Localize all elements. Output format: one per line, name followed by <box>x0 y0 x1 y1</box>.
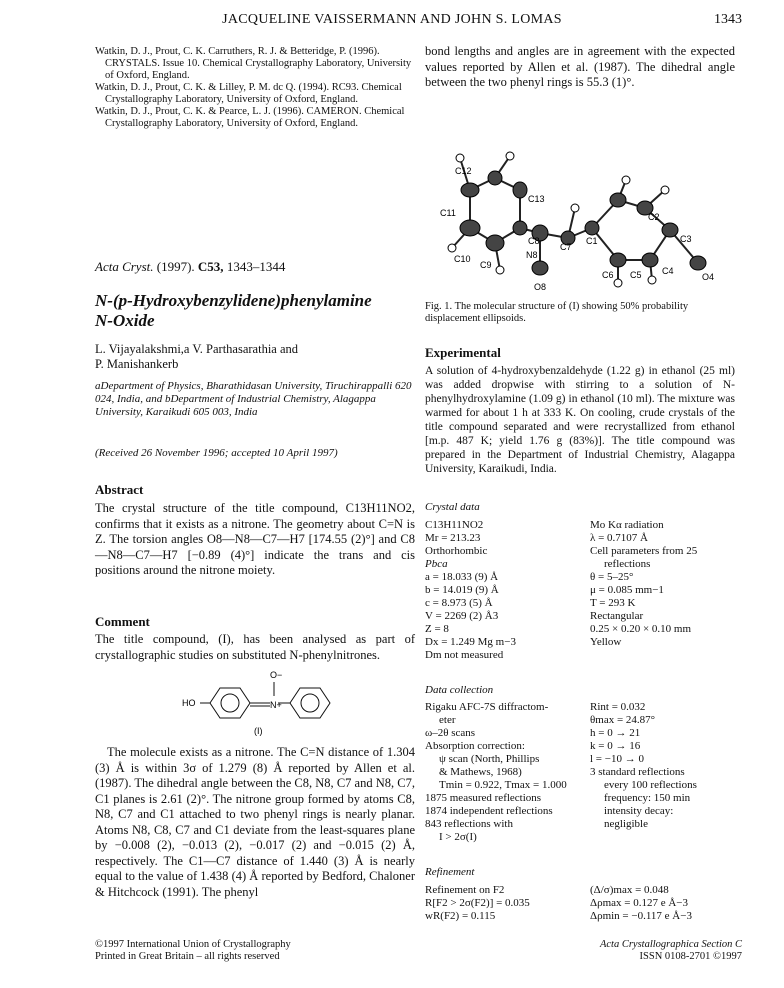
article-title <box>95 291 415 331</box>
crystal-data-item: Cell parameters from 25 <box>590 545 698 557</box>
data-collection-item: Tmin = 0.922, Tmax = 1.000 <box>439 779 567 791</box>
volume: C53, <box>197 259 224 274</box>
crystal-data-item: Dx = 1.249 Mg m−3 <box>425 636 516 648</box>
reference-item: Watkin, D. J., Prout, C. K. & Lilley, P. M. dc Q. (1994). RC93. Chemical Crystallography Laboratory, University of Oxford, England. <box>95 82 402 105</box>
refinement-right <box>590 884 692 923</box>
issn-line: ISSN 0108-2701 ©1997 <box>639 951 742 962</box>
crystal-data-item: C13H11NO2 <box>425 519 484 531</box>
crystal-data-item: Orthorhombic <box>425 545 488 557</box>
printed-line: Printed in Great Britain – all rights reserved <box>95 951 280 962</box>
copyright-line: ©1997 International Union of Crystallography <box>95 939 291 950</box>
data-collection-left <box>425 701 567 844</box>
figure-caption: Fig. 1. The molecular structure of (I) showing 50% probability displacement ellipsoids. <box>425 301 689 324</box>
crystal-data-left <box>425 519 516 662</box>
year: (1997). <box>156 259 195 274</box>
data-collection-item: 843 reflections with <box>425 818 513 830</box>
data-collection-item: 1875 measured reflections <box>425 792 542 804</box>
crystal-data-item: θ = 5–25° <box>590 571 634 583</box>
crystal-data-item: a = 18.033 (9) Å <box>425 571 499 583</box>
data-collection-item: every 100 reflections <box>604 779 697 791</box>
crystal-data-right <box>590 519 697 649</box>
refinement-item: (Δ/σ)max = 0.048 <box>590 884 669 896</box>
crystal-data-item: reflections <box>604 558 651 570</box>
footer-right <box>600 939 742 963</box>
data-collection-item: θmax = 24.87° <box>590 714 656 726</box>
data-collection-item: ω–2θ scans <box>425 727 476 739</box>
data-collection-item: 1874 independent reflections <box>425 805 553 817</box>
journal-section: Acta Crystallographica Section C <box>599 939 742 950</box>
reference-item: Watkin, D. J., Prout, C. K. Carruthers, R. J. & Betteridge, P. (1996). CRYSTALS. Issue 10. Chemical Crystallography Laboratory, University of Oxford, England. <box>95 46 412 81</box>
page-number: 1343 <box>714 12 742 27</box>
refinement-item: Refinement on F2 <box>425 884 505 896</box>
title-line: N-(p-Hydroxybenzylidene)phenylamine <box>95 291 372 310</box>
atom-label: N8 <box>526 250 538 260</box>
crystal-data-item: λ = 0.7107 Å <box>590 532 648 544</box>
scheme-ho: HO <box>182 698 196 708</box>
experimental-text: A solution of 4-hydroxybenzaldehyde (1.22 g) in ethanol (25 ml) was added dropwise with stirring to a solution of N-phenylhydroxylamine (1.09 g) in ethanol (10 ml). The mixture was warmed for about 1 h at 333 K. On cooling, crude crystals of the title compound separated and were recrystallized from ethanol [m.p. 487 K; yield 1.76 g (83%)]. The title compound was prepared in the Department of Industrial Chemistry, Alagappa University, Karaikudi, India. <box>425 365 735 475</box>
data-collection-item: Rint = 0.032 <box>590 701 646 713</box>
data-collection-item: k = 0 → 16 <box>590 740 641 752</box>
data-collection-item: h = 0 → 21 <box>590 727 641 739</box>
author-line: L. Vijayalakshmi,a V. Parthasarathia and <box>95 342 299 356</box>
authors <box>95 342 415 372</box>
data-collection-item: Absorption correction: <box>425 740 525 752</box>
scheme-label: (I) <box>254 726 263 736</box>
refinement-item: Δρmax = 0.127 e Å−3 <box>590 897 688 909</box>
data-collection-heading: Data collection <box>425 684 494 696</box>
refinement-left <box>425 884 530 923</box>
comment-heading: Comment <box>95 614 150 629</box>
atom-label: C3 <box>680 234 692 244</box>
crystal-data-item: b = 14.019 (9) Å <box>425 584 499 596</box>
data-collection-item: Rigaku AFC-7S diffractom- <box>425 701 549 713</box>
data-collection-item: & Mathews, 1968) <box>439 766 522 778</box>
atom-label: C10 <box>454 254 471 264</box>
atom-label: C4 <box>662 266 674 276</box>
atom-label: C7 <box>560 242 572 252</box>
data-collection-item: eter <box>439 714 456 726</box>
pages: 1343–1344 <box>226 259 286 274</box>
atom-label: O4 <box>702 272 715 282</box>
phenyl-ring-right <box>592 200 670 260</box>
footer-left <box>95 939 291 963</box>
title-line: N-Oxide <box>95 311 155 330</box>
refinement-item: Δρmin = −0.117 e Å−3 <box>590 910 692 922</box>
atom-label: C1 <box>586 236 598 246</box>
data-collection-item: I > 2σ(I) <box>439 831 477 843</box>
crystal-data-item: V = 2269 (2) Å3 <box>425 610 499 622</box>
crystal-data-item: c = 8.973 (5) Å <box>425 597 493 609</box>
atom-label: C13 <box>528 194 545 204</box>
abstract-heading: Abstract <box>95 482 144 497</box>
chemical-scheme <box>170 668 340 738</box>
running-title: JACQUELINE VAISSERMANN AND JOHN S. LOMAS <box>222 12 562 27</box>
experimental-heading: Experimental <box>425 345 501 360</box>
atom-label: C6 <box>602 270 614 280</box>
crystal-data-heading: Crystal data <box>425 501 480 513</box>
crystal-data-item: μ = 0.085 mm−1 <box>590 584 664 596</box>
data-collection-item: frequency: 150 min <box>604 792 691 804</box>
atom-label: C5 <box>630 270 642 280</box>
atom-label: O8 <box>534 282 547 292</box>
atom-label: C11 <box>440 208 456 218</box>
data-collection-right <box>590 701 697 831</box>
refinement-item: R[F2 > 2σ(F2)] = 0.035 <box>425 897 530 909</box>
crystal-data-item: Rectangular <box>590 610 644 622</box>
comment-text: The title compound, (I), has been analysed as part of crystallographic studies on substituted N-phenylnitrones. <box>95 632 415 662</box>
comment-continuation: bond lengths and angles are in agreement with the expected values reported by Allen et al. (1987). The dihedral angle between the two phenyl rings is 55.3 (1)°. <box>425 44 735 89</box>
data-collection-item: 3 standard reflections <box>590 766 685 778</box>
data-collection-item: ψ scan (North, Phillips <box>439 753 540 765</box>
scheme-nitrogen: N+ <box>270 700 282 710</box>
refinement-item: wR(F2) = 0.115 <box>425 910 496 922</box>
abstract-text: The crystal structure of the title compound, C13H11NO2, confirms that it exists as a nitrone. The geometry about C=N is Z. The torsion angles O8—N8—C7—H7 [174.55 (2)°] and C8—N8—C7—H7 [−0.89 (4)°] indicate the trans and cis positions around the nitrone moiety. <box>95 501 415 577</box>
citation <box>95 259 415 275</box>
data-collection-item: l = −10 → 0 <box>590 753 644 765</box>
scheme-oxygen: O− <box>270 670 283 680</box>
atom-label: C2 <box>648 212 660 222</box>
atom-label: C12 <box>455 166 472 176</box>
crystal-data-item: Z = 8 <box>425 623 449 635</box>
affiliation: aDepartment of Physics, Bharathidasan University, Tiruchirappalli 620 024, India, and bDepartment of Industrial Chemistry, Alagappa University, Karaikudi 605 003, India <box>95 380 412 418</box>
atom-label: C9 <box>480 260 492 270</box>
journal-name: Acta Cryst. <box>95 259 154 274</box>
reference-list <box>95 46 415 130</box>
crystal-data-item: Dm not measured <box>425 649 504 661</box>
crystal-data-item: Yellow <box>590 636 622 648</box>
comment-text-2: The molecule exists as a nitrone. The C=N distance of 1.304 (3) Å is within 3σ of 1.279 (8) Å reported by Allen et al. (1987). The dihedral angle between the C8, N8, C7 and N8, C7, C1 planes is 2.61 (2)°. The nitrone group formed by atoms C8, N8, C7 and C1 attached to two phenyl rings is nearly planar. Atoms N8, C8, C7 and C1 deviate from the least-squares plane by −0.008 (2), −0.013 (2), −0.017 (2) and −0.015 (2) Å, respectively. The C1—C7 distance of 1.440 (3) Å is nearly equal to the value of 1.438 (4) Å reported by Bedford, Chaloner & Hitchcock (1991). The phenyl <box>95 745 415 899</box>
author-line: P. Manishankerb <box>95 357 179 371</box>
atom-label: C8 <box>528 236 540 246</box>
crystal-data-item: Mo Kα radiation <box>590 519 664 531</box>
data-collection-item: negligible <box>604 818 648 830</box>
crystal-data-item: Mr = 213.23 <box>425 532 481 544</box>
refinement-heading: Refinement <box>425 866 475 878</box>
data-collection-item: intensity decay: <box>604 805 674 817</box>
crystal-data-item: Pbca <box>425 558 448 570</box>
crystal-data-item: 0.25 × 0.20 × 0.10 mm <box>590 623 692 635</box>
molecular-structure-figure <box>440 138 730 298</box>
received-dates: (Received 26 November 1996; accepted 10 April 1997) <box>95 447 338 459</box>
crystal-data-item: T = 293 K <box>590 597 636 609</box>
reference-item: Watkin, D. J., Prout, C. K. & Pearce, L. J. (1996). CAMERON. Chemical Crystallography Laboratory, University of Oxford, England. <box>95 106 405 129</box>
